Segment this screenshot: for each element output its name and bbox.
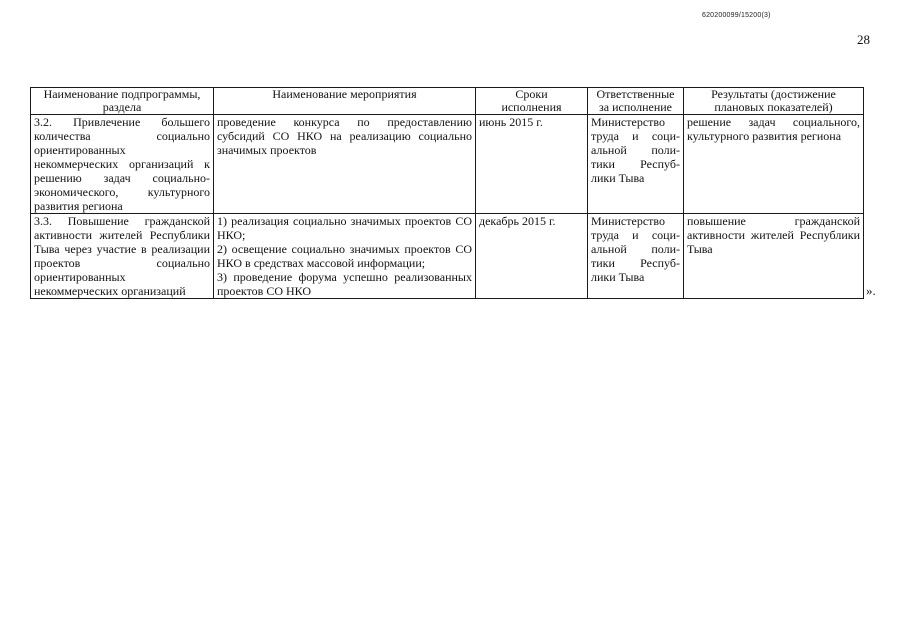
table-row <box>31 214 864 299</box>
document-code: 620200099/15200(3) <box>702 12 771 19</box>
column-header-deadline: Сроки исполнения <box>476 88 588 115</box>
column-header-result: Результаты (достижение плановых показателей) <box>684 88 864 115</box>
cell-activity: проведение конкурса по предоставлению субсидий СО НКО на реализацию социально значимых проектов <box>214 115 476 214</box>
table-row <box>31 115 864 214</box>
cell-result: решение задач социального, культурного развития региона <box>684 115 864 214</box>
cell-subprogram: 3.2. Привлечение большего количества социально ориентированных некоммерческих организаций к решению задач социально-экономического, культурного развития региона <box>31 115 214 214</box>
column-header-responsible: Ответственные за исполнение <box>588 88 684 115</box>
cell-deadline: декабрь 2015 г. <box>476 214 588 299</box>
table-header-row <box>31 88 864 115</box>
cell-deadline: июнь 2015 г. <box>476 115 588 214</box>
cell-activity: 1) реализация социально значимых проектов СО НКО; 2) освещение социально значимых проектов СО НКО в средствах массовой информации; 3) проведение форума успешно реализованных проектов СО НКО <box>214 214 476 299</box>
column-header-subprogram: Наименование подпрограммы, раздела <box>31 88 214 115</box>
column-header-activity: Наименование мероприятия <box>214 88 476 115</box>
closing-quote: ». <box>866 283 876 298</box>
page-number: 28 <box>857 32 870 47</box>
cell-result: повышение гражданской активности жителей Республики Тыва <box>684 214 864 299</box>
cell-responsible: Министерство труда и соци-альной поли-тики Респуб-лики Тыва <box>588 214 684 299</box>
cell-responsible: Министерство труда и соци-альной поли-тики Респуб-лики Тыва <box>588 115 684 214</box>
activity-plan-table <box>30 87 864 299</box>
cell-subprogram: 3.3. Повышение гражданской активности жителей Республики Тыва через участие в реализации проектов социально ориентированных некоммерческих организаций <box>31 214 214 299</box>
